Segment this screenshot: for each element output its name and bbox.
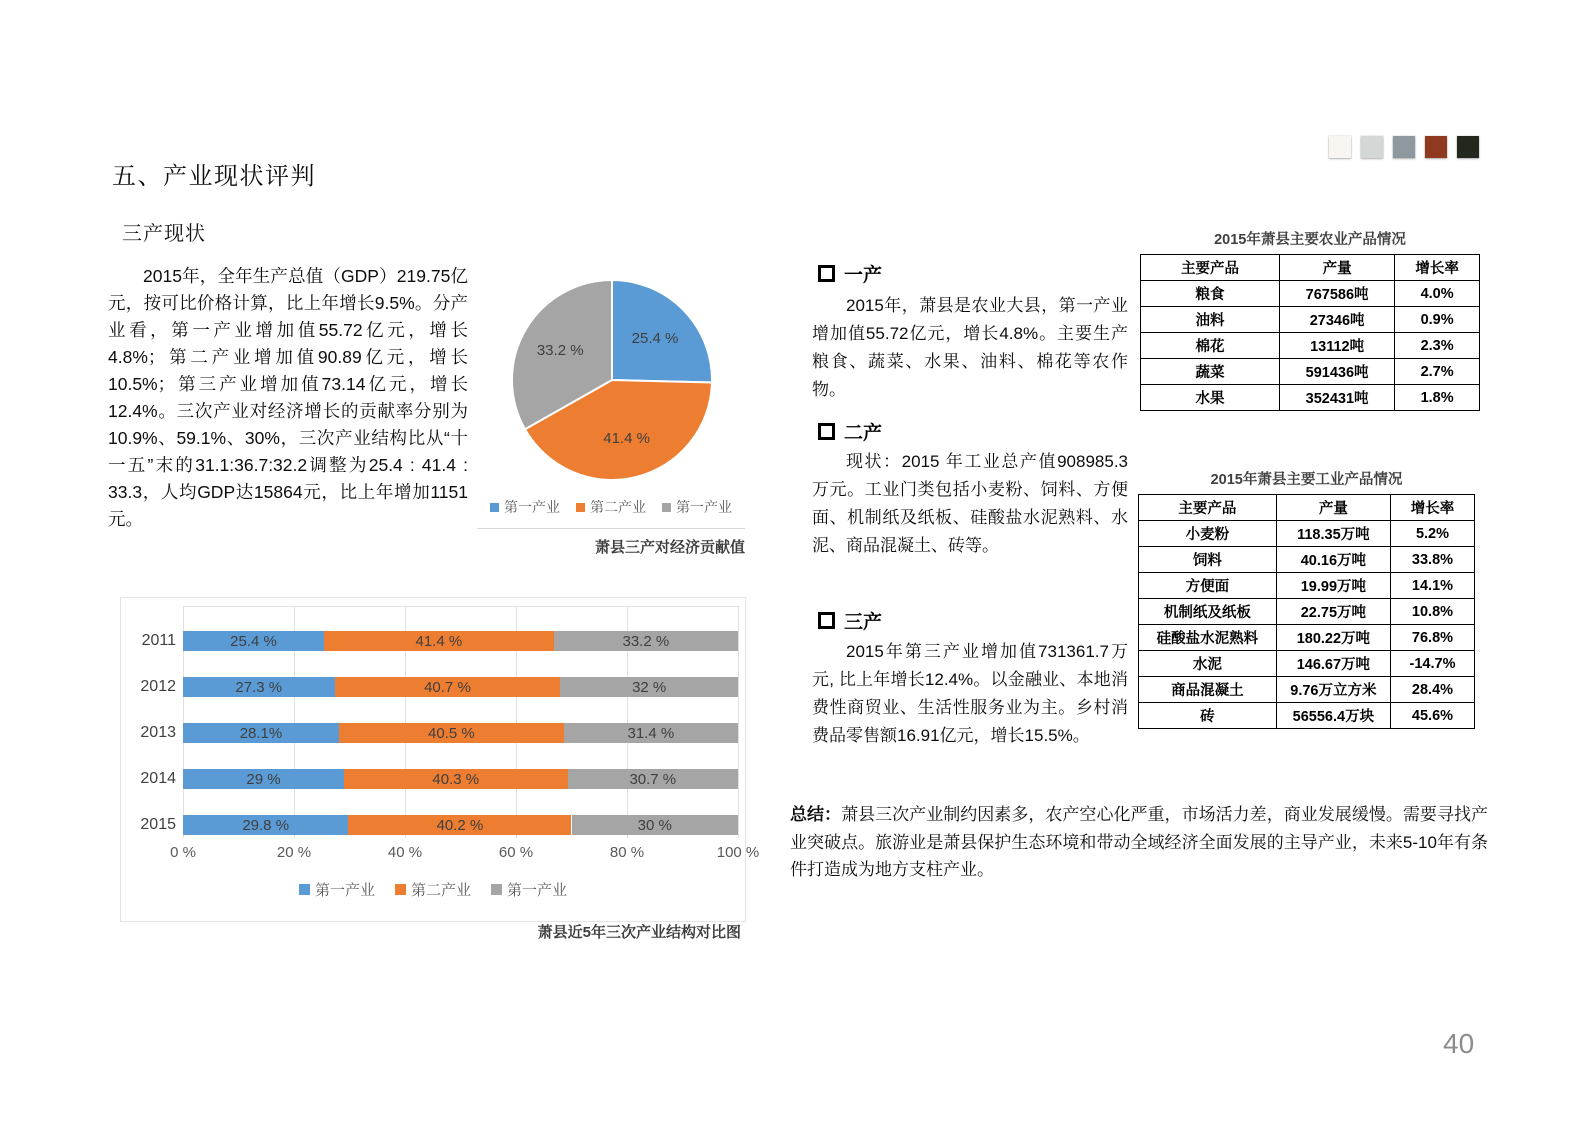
section-heading-label: 一产 [844,265,883,286]
theme-color-swatches [1329,136,1479,158]
table-row [1141,385,1480,411]
bar-segment: 32 % [560,677,738,697]
legend-item [576,497,646,517]
table-row [1139,651,1475,677]
x-axis-tick-label: 40 % [387,844,423,861]
table-cell: 砖 [1139,703,1277,729]
legend-label: 第一产业 [676,499,732,515]
gdp-intro-paragraph: 2015年，全年生产总值（GDP）219.75亿元，按可比价格计算，比上年增长9.5%。分产业看，第一产业增加值55.72亿元，增长4.8%；第二产业增加值90.89亿元，增长10.5%；第三产业增加值73.14亿元，增长12.4%。三次产业对经济增长的贡献率分别为10.9%、59.1%、30%，三次产业结构比从“十一五”末的31.1:36.7:32.2调整为25.4 : 41.4 : 33.3，人均GDP达15864元，比上年增加1151元。 [108,266,468,529]
table-row [1139,625,1475,651]
pie-slice-label: 25.4 % [631,330,679,348]
bar-row-year-label: 2012 [140,678,176,695]
table-cell: 27346吨 [1279,307,1394,333]
theme-color-swatch [1361,136,1383,158]
page-number: 40 [1443,1028,1475,1059]
bar-segment: 40.3 % [344,769,568,789]
table-row [1141,333,1480,359]
summary-paragraph [790,801,1488,884]
section-heading-secondary [818,418,882,445]
square-bullet-icon [818,423,835,440]
industry-table [1138,494,1475,729]
table-cell: 76.8% [1390,625,1474,651]
bar-segment: 30 % [572,815,739,835]
bar-chart-legend [121,879,745,900]
table-row [1141,281,1480,307]
table-header-row [1141,255,1480,281]
legend-swatch-icon [662,503,671,512]
square-bullet-icon [818,265,835,282]
table-cell: 蔬菜 [1141,359,1280,385]
table-cell: 45.6% [1390,703,1474,729]
agriculture-table-title: 2015年萧县主要农业产品情况 [1214,232,1406,248]
legend-item [491,879,567,900]
bar-segment: 29.8 % [183,815,348,835]
table-cell: 商品混凝土 [1139,677,1277,703]
section-heading-label: 三产 [844,612,883,633]
legend-label: 第二产业 [590,499,646,515]
legend-swatch-icon [490,503,499,512]
bar-segment: 30.7 % [568,769,738,789]
legend-swatch-icon [491,884,502,895]
table-header-cell: 产量 [1276,495,1390,521]
bar-row-year-label: 2014 [140,770,176,787]
table-cell: 2.7% [1395,359,1480,385]
agriculture-table [1140,254,1480,411]
theme-color-swatch [1425,136,1447,158]
table-cell: 9.76万立方米 [1276,677,1390,703]
legend-item [299,879,375,900]
bar-segment: 29 % [183,769,344,789]
bar-segment: 33.2 % [554,631,738,651]
legend-item [395,879,471,900]
pie-slice-label: 33.2 % [536,341,584,359]
table-cell: 22.75万吨 [1276,599,1390,625]
pie-chart-legend [477,497,745,517]
table-cell: 硅酸盐水泥熟料 [1139,625,1277,651]
table-cell: 1.8% [1395,385,1480,411]
table-row [1141,307,1480,333]
bar-chart [120,597,760,922]
bar-segment: 28.1% [183,723,339,743]
table-cell: 118.35万吨 [1276,521,1390,547]
x-axis-tick-label: 20 % [276,844,312,861]
bar-segment: 40.5 % [339,723,564,743]
table-cell: 180.22万吨 [1276,625,1390,651]
table-cell: 40.16万吨 [1276,547,1390,573]
section-heading-label: 二产 [844,423,883,444]
legend-item [662,497,732,517]
table-header-cell: 主要产品 [1139,495,1277,521]
section-subtitle: 三产现状 [122,223,206,245]
bar-segment: 40.7 % [335,677,561,697]
bar-segment: 31.4 % [564,723,738,743]
table-cell: 饲料 [1139,547,1277,573]
table-header-cell: 产量 [1279,255,1394,281]
legend-label: 第一产业 [314,882,375,899]
bar-row-year-label: 2013 [140,724,176,741]
x-axis-tick-label: 0 % [170,844,196,861]
pie-chart-caption: 萧县三产对经济贡献值 [594,539,745,556]
theme-color-swatch [1457,136,1479,158]
legend-label: 第一产业 [504,499,560,515]
bar-segment: 27.3 % [183,677,335,697]
plot-top-line [183,606,739,607]
table-cell: 方便面 [1139,573,1277,599]
grid-line [738,606,739,838]
pie-slice-label: 41.4 % [603,430,650,448]
table-row [1139,573,1475,599]
table-cell: 56556.4万块 [1276,703,1390,729]
legend-label: 第二产业 [410,882,471,899]
table-cell: 水果 [1141,385,1280,411]
table-row [1139,547,1475,573]
table-cell: 2.3% [1395,333,1480,359]
pie-chart-svg [477,268,747,498]
bar-chart-caption: 萧县近5年三次产业结构对比图 [537,924,741,941]
section-body-tertiary: 2015年第三产业增加值731361.7万元, 比上年增长12.4%。以金融业、本地消费性商贸业、生活性服务业为主。乡村消费品零售额16.91亿元，增长15.5%。 [812,642,1128,745]
x-axis-tick-label: 80 % [609,844,645,861]
table-cell: 棉花 [1141,333,1280,359]
summary-body: 萧县三次产业制约因素多，农产空心化严重，市场活力差，商业发展缓慢。需要寻找产业突破点。旅游业是萧县保护生态环境和带动全域经济全面发展的主导产业，未来5-10年有条件打造成为地方支柱产业。 [790,805,1489,879]
bar-row-year-label: 2011 [141,632,176,649]
table-cell: 19.99万吨 [1276,573,1390,599]
table-row [1141,359,1480,385]
pie-caption-divider [477,528,745,529]
table-cell: 14.1% [1390,573,1474,599]
bar-segment: 25.4 % [183,631,324,651]
bar-row-year-label: 2015 [140,816,176,833]
legend-swatch-icon [299,884,310,895]
theme-color-swatch [1329,136,1351,158]
table-row [1139,599,1475,625]
table-cell: 粮食 [1141,281,1280,307]
table-cell: 13112吨 [1279,333,1394,359]
table-cell: 油料 [1141,307,1280,333]
legend-swatch-icon [576,503,585,512]
table-cell: 0.9% [1395,307,1480,333]
theme-color-swatch [1393,136,1415,158]
x-axis-tick-label: 60 % [498,844,534,861]
table-cell: 591436吨 [1279,359,1394,385]
table-row [1139,677,1475,703]
square-bullet-icon [818,612,835,629]
bar-segment: 40.2 % [348,815,571,835]
legend-swatch-icon [395,884,406,895]
legend-label: 第一产业 [507,882,568,899]
bar-segment: 41.4 % [324,631,554,651]
table-row [1139,521,1475,547]
table-header-cell: 增长率 [1395,255,1480,281]
table-cell: -14.7% [1390,651,1474,677]
x-axis-tick-label: 100 % [716,844,760,861]
page-title: 五、产业现状评判 [112,163,316,190]
legend-item [490,497,560,517]
table-header-cell: 增长率 [1390,495,1474,521]
table-cell: 机制纸及纸板 [1139,599,1277,625]
summary-label: 总结： [790,805,842,824]
table-cell: 小麦粉 [1139,521,1277,547]
section-body-primary: 2015年，萧县是农业大县，第一产业增加值55.72亿元，增长4.8%。主要生产粮食、蔬菜、水果、油料、棉花等农作物。 [812,296,1128,399]
table-row [1139,703,1475,729]
industry-table-title: 2015年萧县主要工业产品情况 [1210,472,1403,488]
table-cell: 767586吨 [1279,281,1394,307]
section-heading-primary [818,260,882,287]
table-header-row [1139,495,1475,521]
pie-chart [477,268,747,498]
section-body-secondary: 现状：2015 年工业总产值908985.3万元。工业门类包括小麦粉、饲料、方便面、机制纸及纸板、硅酸盐水泥熟料、水泥、商品混凝土、砖等。 [812,452,1128,555]
table-cell: 28.4% [1390,677,1474,703]
table-cell: 5.2% [1390,521,1474,547]
table-cell: 10.8% [1390,599,1474,625]
table-cell: 146.67万吨 [1276,651,1390,677]
table-cell: 4.0% [1395,281,1480,307]
table-cell: 水泥 [1139,651,1277,677]
table-cell: 33.8% [1390,547,1474,573]
section-heading-tertiary [818,607,882,634]
table-cell: 352431吨 [1279,385,1394,411]
table-header-cell: 主要产品 [1141,255,1280,281]
